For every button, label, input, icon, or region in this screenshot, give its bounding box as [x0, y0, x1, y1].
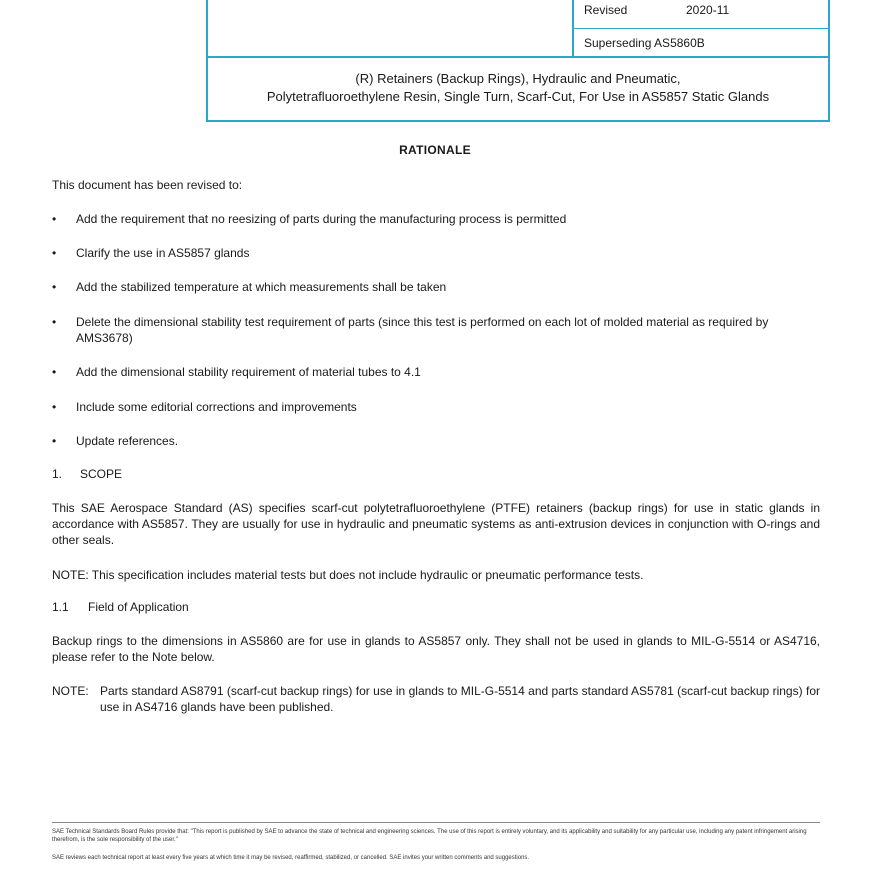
bullet-icon: • [52, 212, 57, 226]
section-title: SCOPE [80, 467, 123, 481]
revised-label: Revised [584, 3, 628, 17]
bullet-text: Delete the dimensional stability test requirement of parts (since this test is performed on each lot of molded material as required by AMS3678) [76, 315, 769, 345]
bullet-icon: • [52, 246, 57, 260]
bullet-text: Include some editorial corrections and improvements [76, 400, 357, 414]
bullet-text: Update references. [76, 434, 179, 448]
header-box [206, 0, 830, 122]
bullet-icon: • [52, 365, 57, 379]
footer-text-1: SAE Technical Standards Board Rules provide that: "This report is published by SAE to advance the state of technical and engineering sciences. The use of this report is entirely voluntary, and its applicability and suitability for any particular use, including any patent infringement arising therefrom, is the sole responsibility of the user." [52, 829, 807, 843]
scope-body: This SAE Aerospace Standard (AS) specifies scarf-cut polytetrafluoroethylene (PTFE) retainers (backup rings) for use in static glands in accordance with AS5857. They are usually for use in hydraulic and pneumatic systems as anti-extrusion devices in conjunction with O-rings and other seals. [52, 501, 820, 547]
note-label: NOTE: [52, 684, 89, 698]
bullet-icon: • [52, 434, 57, 448]
document-title [208, 70, 828, 106]
field-of-application-body: Backup rings to the dimensions in AS5860 are for use in glands to AS5857 only. They shall not be used in glands to MIL-G-5514 or AS4716, please refer to the Note below. [52, 634, 820, 664]
subsection-number: 1.1 [52, 600, 69, 614]
revised-row [574, 0, 830, 29]
bullet-icon: • [52, 315, 57, 329]
section-heading-scope [52, 467, 122, 481]
note-text: This specification includes material tests but does not include hydraulic or pneumatic performance tests. [91, 568, 644, 582]
revised-value: 2020-11 [686, 3, 730, 17]
bullet-text: Add the stabilized temperature at which measurements shall be taken [76, 280, 447, 294]
title-line-1: (R) Retainers (Backup Rings), Hydraulic and Pneumatic, [355, 71, 681, 86]
document-info-panel [572, 0, 830, 56]
title-line-2: Polytetrafluoroethylene Resin, Single Turn, Scarf-Cut, For Use in AS5857 Static Glands [266, 89, 770, 104]
subsection-title: Field of Application [88, 600, 189, 614]
footer-divider [52, 822, 820, 823]
bullet-text: Add the requirement that no reesizing of parts during the manufacturing process is permitted [76, 212, 567, 226]
note-label: NOTE: [52, 568, 89, 582]
bullet-icon: • [52, 400, 57, 414]
note-text: Parts standard AS8791 (scarf-cut backup rings) for use in glands to MIL-G-5514 and parts standard AS5781 (scarf-cut backup rings) for use in AS4716 glands have been published. [100, 684, 820, 714]
header-top [208, 0, 828, 58]
section-number: 1. [52, 467, 63, 481]
bullet-icon: • [52, 280, 57, 294]
subsection-heading [52, 600, 189, 614]
footer-text-2: SAE reviews each technical report at least every five years at which time it may be revised, reaffirmed, stabilized, or cancelled. SAE invites your written comments and suggestions. [52, 855, 530, 861]
bullet-text: Clarify the use in AS5857 glands [76, 246, 250, 260]
bullet-text: Add the dimensional stability requirement of material tubes to 4.1 [76, 365, 421, 379]
scope-note [52, 567, 820, 583]
superseding-text: Superseding AS5860B [584, 36, 705, 50]
rationale-heading: RATIONALE [399, 143, 471, 157]
rationale-intro: This document has been revised to: [52, 178, 243, 192]
